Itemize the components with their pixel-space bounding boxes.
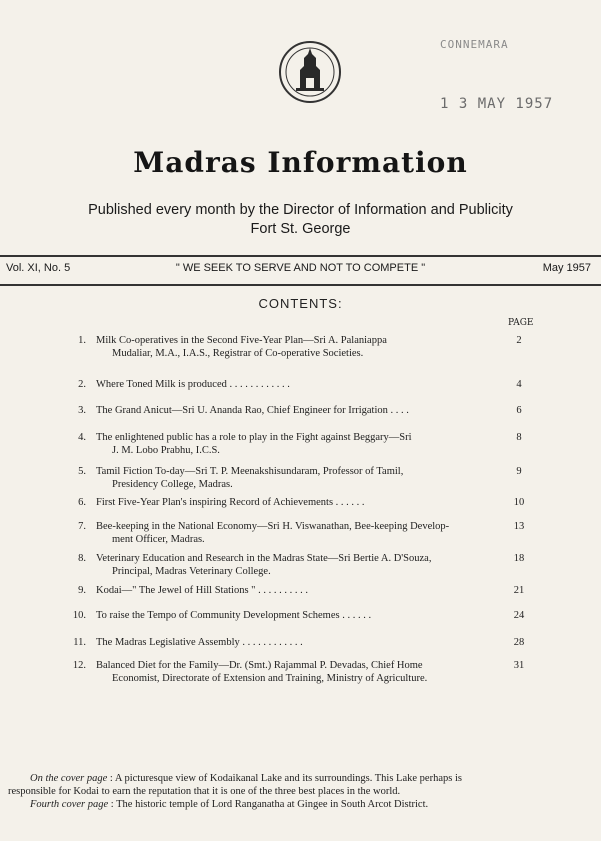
entry-title-continuation: Principal, Madras Veterinary College. (112, 566, 271, 577)
entry-page-number: 8 (516, 432, 522, 443)
entry-title-line: The enlightened public has a role to play in the Fight against Beggary—Sri (96, 432, 412, 443)
entry-number: 1. (78, 335, 86, 346)
masthead-title: Madras Information (133, 146, 468, 179)
fourth-cover-label: Fourth cover page (30, 799, 109, 810)
entry-number: 9. (78, 585, 86, 596)
entry-number: 8. (78, 553, 86, 564)
entry-page-number: 10 (513, 497, 525, 508)
entry-title-continuation: ment Officer, Madras. (112, 534, 205, 545)
entry-title (96, 552, 490, 578)
entry-title-line: Balanced Diet for the Family—Dr. (Smt.) Rajammal P. Devadas, Chief Home (96, 660, 423, 671)
entry-page-number: 31 (513, 660, 525, 671)
entry-title-line: The Madras Legislative Assembly . . . . . . . . . . . . (96, 637, 303, 648)
library-stamp-name: CONNEMARA (440, 38, 509, 51)
page-column-header: PAGE (508, 318, 534, 328)
entry-page-number: 18 (513, 553, 525, 564)
entry-title (96, 520, 490, 546)
entry-title-continuation: Mudaliar, M.A., I.A.S., Registrar of Co-operative Societies. (112, 348, 364, 359)
entry-page-number: 24 (513, 610, 525, 621)
top-rule (0, 255, 601, 257)
state-emblem-icon (278, 40, 342, 104)
entry-number: 2. (78, 379, 86, 390)
cover-notes (8, 772, 593, 811)
motto: " WE SEEK TO SERVE AND NOT TO COMPETE " (175, 262, 426, 274)
entry-title-line: Milk Co-operatives in the Second Five-Year Plan—Sri A. Palaniappa (96, 335, 387, 346)
entry-title (96, 496, 490, 509)
entry-page-number: 13 (513, 521, 525, 532)
entry-title-continuation: Economist, Directorate of Extension and Training, Ministry of Agriculture. (112, 673, 428, 684)
cover-note-line (8, 772, 593, 785)
entry-title (96, 584, 490, 597)
bottom-rule (0, 284, 601, 286)
entry-title-line: The Grand Anicut—Sri U. Ananda Rao, Chief Engineer for Irrigation . . . . (96, 405, 409, 416)
entry-number: 4. (78, 432, 86, 443)
entry-page-number: 6 (516, 405, 522, 416)
published-line: Published every month by the Director of Information and Publicity (88, 202, 513, 218)
entry-number: 3. (78, 405, 86, 416)
entry-title (96, 334, 490, 360)
contents-title: CONTENTS: (258, 296, 343, 311)
entry-title-continuation: J. M. Lobo Prabhu, I.C.S. (112, 445, 220, 456)
entry-page-number: 21 (513, 585, 525, 596)
fourth-cover-text: : The historic temple of Lord Ranganatha at Gingee in South Arcot District. (110, 799, 429, 810)
entry-number: 12. (72, 660, 86, 671)
library-stamp-date: 1 3 MAY 1957 (440, 96, 554, 112)
fourth-cover-note-line (8, 798, 593, 811)
entry-title-line: Tamil Fiction To-day—Sri T. P. Meenakshisundaram, Professor of Tamil, (96, 466, 404, 477)
entry-number: 6. (78, 497, 86, 508)
entry-title (96, 659, 490, 685)
entry-page-number: 9 (516, 466, 522, 477)
entry-page-number: 2 (516, 335, 522, 346)
entry-number: 11. (73, 637, 86, 648)
entry-title (96, 609, 490, 622)
cover-note-continuation: responsible for Kodai to earn the reputation that it is one of the three best places in the world. (8, 786, 401, 797)
cover-note-label: On the cover page (30, 773, 108, 784)
entry-title (96, 378, 490, 391)
entry-title-line: To raise the Tempo of Community Development Schemes . . . . . . (96, 610, 372, 621)
entry-title-line: Veterinary Education and Research in the Madras State—Sri Bertie A. D'Souza, (96, 553, 432, 564)
entry-number: 7. (78, 521, 86, 532)
cover-note-text: : A picturesque view of Kodaikanal Lake and its surroundings. This Lake perhaps is (109, 773, 462, 784)
entry-title (96, 636, 490, 649)
entry-page-number: 4 (516, 379, 522, 390)
publisher-address: Fort St. George (250, 221, 351, 237)
entry-title (96, 404, 490, 417)
entry-title-line: Bee-keeping in the National Economy—Sri H. Viswanathan, Bee-keeping Develop- (96, 521, 450, 532)
entry-title-line: Where Toned Milk is produced . . . . . . . . . . . . (96, 379, 290, 390)
entry-title-line: Kodai—" The Jewel of Hill Stations " . . . . . . . . . . (96, 585, 308, 596)
entry-title (96, 465, 490, 491)
entry-title (96, 431, 490, 457)
entry-number: 10. (72, 610, 86, 621)
volume-number: Vol. XI, No. 5 (6, 262, 71, 274)
entry-number: 5. (78, 466, 86, 477)
issue-month: May 1957 (542, 262, 591, 274)
entry-page-number: 28 (513, 637, 525, 648)
entry-title-continuation: Presidency College, Madras. (112, 479, 233, 490)
entry-title-line: First Five-Year Plan's inspiring Record of Achievements . . . . . . (96, 497, 365, 508)
